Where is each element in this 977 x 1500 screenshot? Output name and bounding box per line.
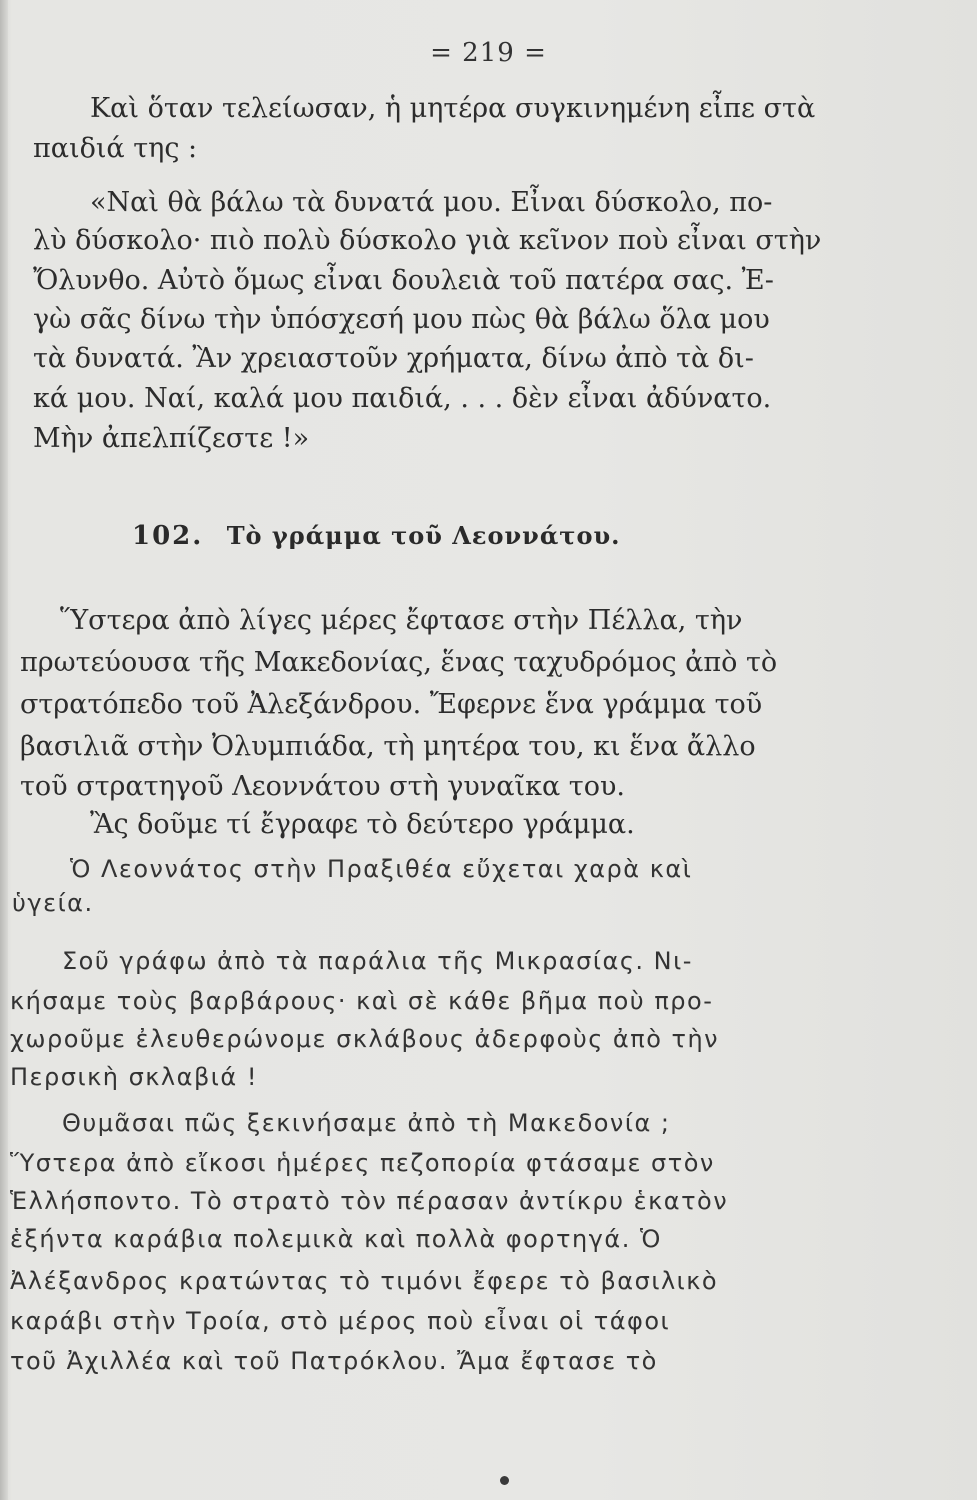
text-line: βασιλιᾶ στὴν Ὀλυμπιάδα, τὴ μητέρα του, κι ἕνα ἄλλο	[20, 731, 756, 762]
page-left-edge-shadow	[0, 0, 8, 1500]
letter-line: Ὕστερα ἀπὸ εἴκοσι ἡμέρες πεζοπορία φτάσαμε στὸν	[10, 1149, 715, 1177]
text-line: πρωτεύουσα τῆς Μακεδονίας, ἕνας ταχυδρόμος ἀπὸ τὸ	[20, 647, 778, 678]
text-line: παιδιά της :	[33, 133, 198, 164]
letter-line: καράβι στὴν Τροία, στὸ μέρος ποὺ εἶναι οἱ τάφοι	[10, 1307, 671, 1335]
text-line: Ὄλυνθο. Αὐτὸ ὅμως εἶναι δουλειὰ τοῦ πατέρα σας. Ἐ-	[33, 265, 774, 296]
text-line: τὰ δυνατά. Ἂν χρειαστοῦν χρήματα, δίνω ἀπὸ τὰ δι-	[33, 343, 754, 374]
text-line: στρατόπεδο τοῦ Ἀλεξάνδρου. Ἔφερνε ἕνα γράμμα τοῦ	[20, 689, 763, 720]
text-line: Ὕστερα ἀπὸ λίγες μέρες ἔφτασε στὴν Πέλλα, τὴν	[60, 605, 743, 636]
text-line: λὺ δύσκολο· πιὸ πολὺ δύσκολο γιὰ κεῖνον ποὺ εἶναι στὴν	[33, 225, 822, 256]
text-line: Ἂς δοῦμε τί ἔγραφε τὸ δεύτερο γράμμα.	[90, 809, 635, 840]
letter-line: Περσικὴ σκλαβιά !	[10, 1063, 258, 1091]
text-line: τοῦ στρατηγοῦ Λεοννάτου στὴ γυναῖκα του.	[20, 771, 625, 802]
text-line: κά μου. Ναί, καλά μου παιδιά, . . . δὲν εἶναι ἀδύνατο.	[33, 383, 772, 414]
letter-line: Ἑλλήσποντο. Τὸ στρατὸ τὸν πέρασαν ἀντίκρυ ἑκατὸν	[10, 1187, 729, 1215]
letter-line: ἑξήντα καράβια πολεμικὰ καὶ πολλὰ φορτηγά. Ὁ	[10, 1225, 662, 1253]
letter-line: Σοῦ γράφω ἀπὸ τὰ παράλια τῆς Μικρασίας. Νι-	[62, 947, 693, 975]
text-line: «Ναὶ θὰ βάλω τὰ δυνατά μου. Εἶναι δύσκολο, πο-	[90, 187, 773, 218]
letter-line: Θυμᾶσαι πῶς ξεκινήσαμε ἀπὸ τὴ Μακεδονία ;	[62, 1109, 671, 1137]
text-line: γὼ σᾶς δίνω τὴν ὑπόσχεσή μου πὼς θὰ βάλω ὅλα μου	[33, 304, 770, 335]
letter-line: Ἀλέξανδρος κρατώντας τὸ τιμόνι ἔφερε τὸ βασιλικὸ	[10, 1267, 719, 1295]
letter-line: χωροῦμε ἐλευθερώνομε σκλάβους ἀδερφοὺς ἀπὸ τὴν	[10, 1025, 720, 1053]
text-line: Καὶ ὅταν τελείωσαν, ἡ μητέρα συγκινημένη εἶπε στὰ	[90, 93, 816, 124]
letter-line: Ὁ Λεοννάτος στὴν Πραξιθέα εὔχεται χαρὰ καὶ	[70, 855, 693, 883]
letter-line: τοῦ Ἀχιλλέα καὶ τοῦ Πατρόκλου. Ἄμα ἔφτασε τὸ	[10, 1347, 658, 1375]
page-number: = 219 =	[430, 38, 547, 68]
print-dot-mark	[500, 1476, 509, 1485]
section-number: 102.	[132, 521, 204, 551]
text-line: Μὴν ἀπελπίζεστε !»	[33, 423, 310, 454]
letter-line: κήσαμε τοὺς βαρβάρους· καὶ σὲ κάθε βῆμα ποὺ προ-	[10, 987, 714, 1015]
section-heading	[132, 520, 620, 552]
section-title: Τὸ γράμμα τοῦ Λεοννάτου.	[226, 521, 621, 550]
letter-line: ὑγεία.	[12, 889, 94, 917]
